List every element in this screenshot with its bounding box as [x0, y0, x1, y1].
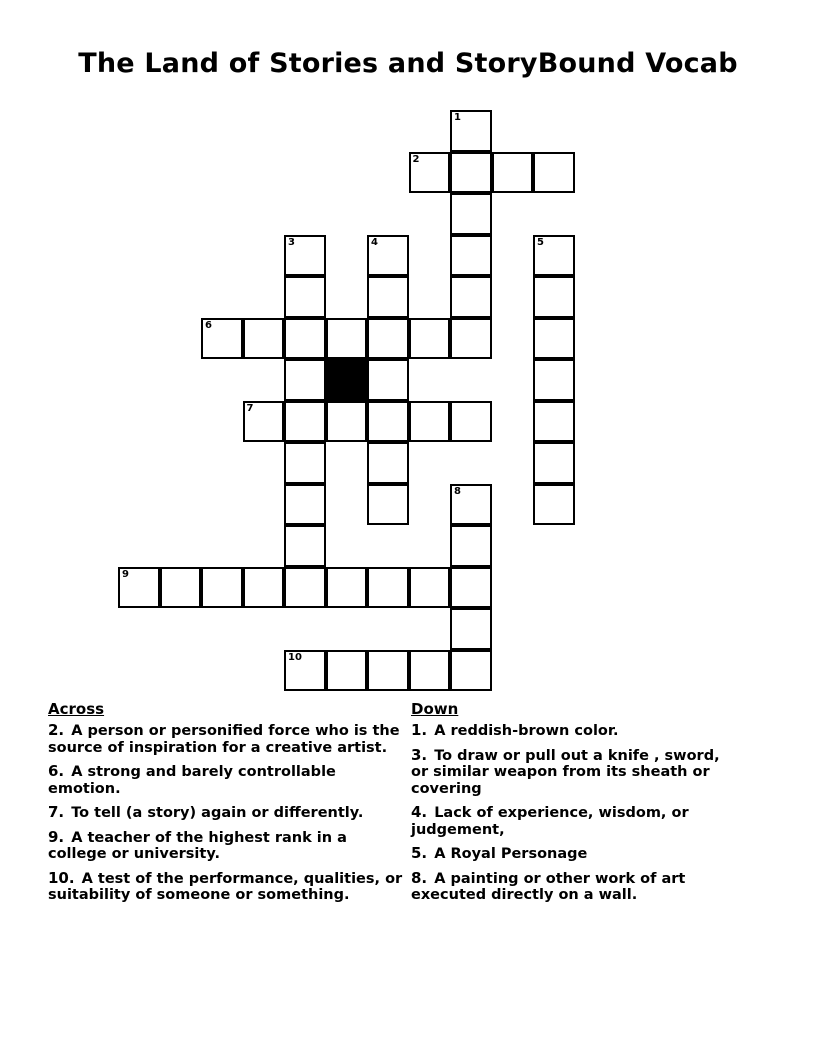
grid-cell[interactable] [367, 235, 409, 277]
grid-cell[interactable] [450, 650, 492, 692]
grid-cell[interactable] [533, 401, 575, 443]
clue-number: 7 [246, 402, 254, 414]
clue-number: 7. [48, 803, 65, 821]
grid-cell[interactable] [284, 442, 326, 484]
grid-cell[interactable] [201, 567, 243, 609]
clue-number: 5 [537, 236, 544, 248]
grid-cell[interactable] [450, 152, 492, 194]
clue-number: 8. [411, 868, 428, 887]
clue [48, 870, 408, 904]
clue-number: 1. [411, 721, 428, 739]
clue-text: Lack of experience, wisdom, or judgement, [411, 805, 689, 838]
grid-cell[interactable] [450, 484, 492, 526]
grid-cell[interactable] [284, 235, 326, 277]
clue-number: 10. [48, 868, 75, 887]
grid-cell[interactable] [409, 567, 451, 609]
grid-cell[interactable] [409, 650, 451, 692]
grid-cell[interactable] [284, 525, 326, 567]
grid-cell[interactable] [409, 401, 451, 443]
clue-number: 1 [454, 112, 461, 123]
down-clues [411, 700, 741, 911]
clue-number: 6 [205, 319, 212, 331]
clue-number: 6. [48, 762, 65, 780]
grid-cell[interactable] [450, 525, 492, 567]
grid-cell[interactable] [326, 567, 368, 609]
across-heading: Across [48, 700, 105, 718]
grid-cell[interactable] [326, 650, 368, 692]
clue-text: To draw or pull out a knife , sword, or similar weapon from its sheath or covering [411, 747, 720, 797]
grid-cell[interactable] [284, 484, 326, 526]
grid-cell[interactable] [367, 442, 409, 484]
down-heading: Down [411, 700, 459, 718]
grid-cell[interactable] [243, 401, 285, 443]
grid-cell[interactable] [367, 567, 409, 609]
grid-cell[interactable] [533, 152, 575, 194]
grid-cell[interactable] [409, 318, 451, 360]
grid-cell[interactable] [533, 318, 575, 360]
grid-cell[interactable] [326, 318, 368, 360]
page-title: The Land of Stories and StoryBound Vocab [78, 48, 738, 79]
grid-cell[interactable] [450, 110, 492, 152]
grid-cell[interactable] [284, 276, 326, 318]
clue-text: To tell (a story) again or differently. [66, 805, 364, 821]
down-clue-list [411, 722, 741, 904]
grid-cell[interactable] [367, 359, 409, 401]
grid-cell[interactable] [533, 442, 575, 484]
clue [48, 804, 408, 822]
grid-cell[interactable] [450, 608, 492, 650]
across-clue-list [48, 722, 408, 904]
clue [48, 829, 408, 863]
grid-cell[interactable] [160, 567, 202, 609]
clue [411, 804, 741, 838]
grid-cell[interactable] [284, 318, 326, 360]
grid-cell[interactable] [367, 318, 409, 360]
grid-cell[interactable] [450, 235, 492, 277]
grid-cell[interactable] [533, 359, 575, 401]
grid-cell[interactable] [450, 193, 492, 235]
clue-number: 9 [122, 568, 129, 580]
clue [411, 870, 741, 904]
grid-cell[interactable] [367, 401, 409, 443]
black-square [326, 359, 368, 401]
grid-cell[interactable] [326, 401, 368, 443]
clue [411, 747, 741, 798]
grid-cell[interactable] [201, 318, 243, 360]
grid-cell[interactable] [492, 152, 534, 194]
clue [48, 763, 408, 797]
clue [411, 722, 741, 740]
clue-number: 2 [412, 153, 420, 165]
grid-cell[interactable] [409, 152, 451, 194]
grid-cell[interactable] [243, 318, 285, 360]
clue-text: A reddish-brown color. [429, 723, 619, 739]
across-clues [48, 700, 408, 911]
grid-cell[interactable] [118, 567, 160, 609]
grid-cell[interactable] [367, 484, 409, 526]
clue-number: 5. [411, 844, 428, 862]
clue-number: 10 [288, 651, 302, 663]
grid-cell[interactable] [284, 359, 326, 401]
clue [48, 722, 408, 756]
clue-text: A person or personified force who is the source of inspiration for a creative artist. [48, 723, 400, 756]
clue-number: 3 [288, 236, 295, 248]
grid-cell[interactable] [284, 650, 326, 692]
grid-cell[interactable] [367, 650, 409, 692]
grid-cell[interactable] [450, 567, 492, 609]
grid-cell[interactable] [450, 318, 492, 360]
clue-number: 9. [48, 827, 65, 846]
grid-cell[interactable] [533, 235, 575, 277]
clue-number: 4. [411, 803, 428, 821]
clue-number: 3. [411, 745, 428, 764]
grid-cell[interactable] [284, 567, 326, 609]
grid-cell[interactable] [533, 276, 575, 318]
grid-cell[interactable] [533, 484, 575, 526]
grid-cell[interactable] [284, 401, 326, 443]
clue-text: A Royal Personage [429, 846, 588, 862]
grid-cell[interactable] [450, 276, 492, 318]
grid-cell[interactable] [450, 401, 492, 443]
grid-cell[interactable] [367, 276, 409, 318]
clue-text: A teacher of the highest rank in a college or university. [48, 829, 347, 862]
clue-number: 8 [454, 485, 461, 497]
clue-number: 4 [371, 236, 378, 248]
grid-cell[interactable] [243, 567, 285, 609]
clue-text: A test of the performance, qualities, or suitability of someone or something. [48, 870, 403, 903]
clue [411, 845, 741, 863]
clue-text: A painting or other work of art executed directly on a wall. [411, 870, 686, 903]
clue-number: 2. [48, 721, 65, 739]
clue-text: A strong and barely controllable emotion. [48, 764, 336, 797]
